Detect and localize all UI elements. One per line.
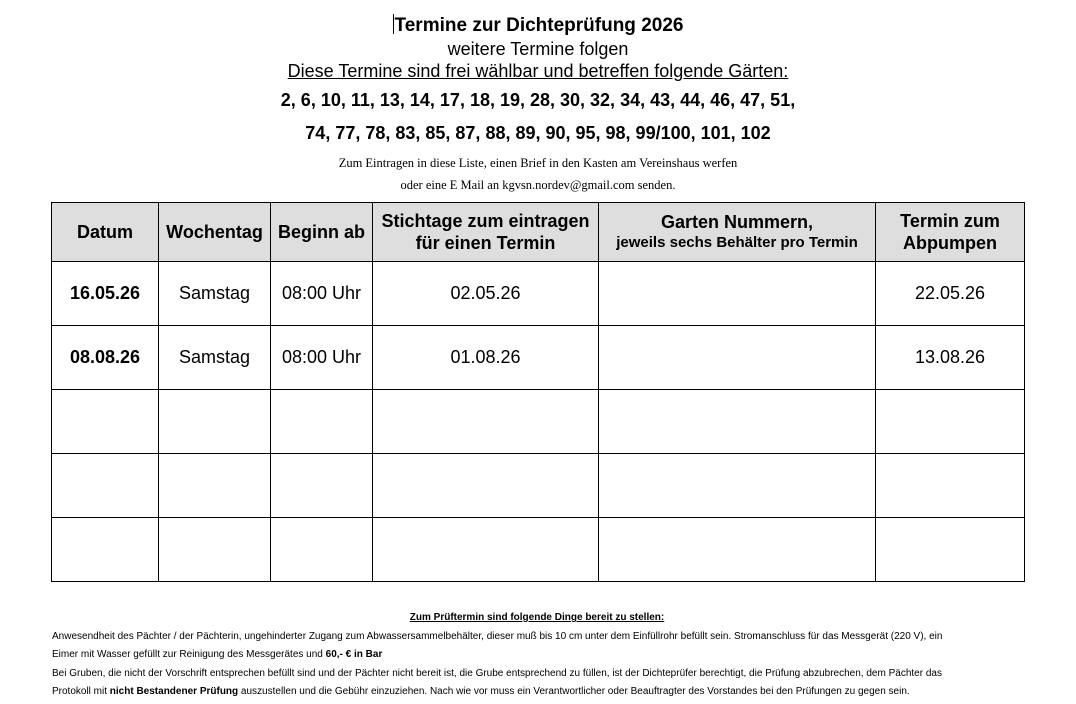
table-header-row xyxy=(52,203,1025,262)
cell-datum: 08.08.26 xyxy=(52,326,159,390)
footer-line-2-text: Eimer mit Wasser gefüllt zur Reinigung des Messgerätes und xyxy=(52,649,326,661)
header-datum: Datum xyxy=(52,203,159,262)
header-abpumpen-line-2: Abpumpen xyxy=(903,233,997,253)
instructions-line-1: Zum Eintragen in diese Liste, einen Brief in den Kasten am Vereinshaus werfen xyxy=(338,156,738,170)
footer-line-4-post: auszustellen und die Gebühr einzuziehen. Nach wie vor muss ein Verantwortlicher oder Beauftragter des Vorstandes bei den Prüfungen zu gegen sein. xyxy=(238,686,910,698)
header-stichtage-line-2: für einen Termin xyxy=(415,233,556,253)
cell-datum xyxy=(52,454,159,518)
document-header xyxy=(0,14,1076,196)
table-row xyxy=(52,518,1025,582)
cell-garten xyxy=(599,454,876,518)
document-title-text: Termine zur Dichteprüfung 2026 xyxy=(394,15,684,36)
table-row xyxy=(52,454,1025,518)
schedule-table xyxy=(51,202,1025,582)
cell-beginn xyxy=(271,454,373,518)
cell-abpumpen xyxy=(876,454,1025,518)
header-beginn: Beginn ab xyxy=(271,203,373,262)
header-garten xyxy=(599,203,876,262)
free-choice-line: Diese Termine sind frei wählbar und betreffen folgende Gärten: xyxy=(287,61,789,81)
document-title xyxy=(0,14,1076,38)
text-cursor xyxy=(393,14,394,34)
cell-stichtag xyxy=(373,454,599,518)
footer-line-3: Bei Gruben, die nicht der Vorschrift entsprechen befüllt sind und der Pächter nicht bereit ist, die Grube entsprechend zu füllen, ist der Dichteprüfer berechtigt, die Prüfung abzubrechen, dem Pächter das xyxy=(52,667,942,679)
table-row xyxy=(52,390,1025,454)
cell-abpumpen: 13.08.26 xyxy=(876,326,1025,390)
cell-garten xyxy=(599,518,876,582)
cell-beginn: 08:00 Uhr xyxy=(271,326,373,390)
cell-abpumpen xyxy=(876,518,1025,582)
cell-wochentag: Samstag xyxy=(159,262,271,326)
cell-beginn: 08:00 Uhr xyxy=(271,262,373,326)
cell-garten xyxy=(599,262,876,326)
garden-numbers-line-1: 2, 6, 10, 11, 13, 14, 17, 18, 19, 28, 30, 32, 34, 43, 44, 46, 47, 51, xyxy=(280,90,796,110)
cell-wochentag xyxy=(159,390,271,454)
footer-line-4-pre: Protokoll mit xyxy=(52,686,110,698)
cell-wochentag xyxy=(159,454,271,518)
header-garten-line-2: jeweils sechs Behälter pro Termin xyxy=(616,234,858,251)
header-stichtage xyxy=(373,203,599,262)
footer-line-1: Anwesendheit des Pächter / der Pächterin, ungehinderter Zugang zum Abwassersammelbehälter, dieser muß bis 10 cm unter dem Einfüllrohr befüllt sein. Stromanschluss für das Messgerät (220 V), ein xyxy=(52,630,943,642)
cell-wochentag: Samstag xyxy=(159,326,271,390)
cell-datum xyxy=(52,390,159,454)
cell-stichtag xyxy=(373,390,599,454)
cell-stichtag: 02.05.26 xyxy=(373,262,599,326)
cell-wochentag xyxy=(159,518,271,582)
table-row xyxy=(52,262,1025,326)
footer-line-2 xyxy=(52,646,1052,665)
cell-garten xyxy=(599,326,876,390)
header-wochentag: Wochentag xyxy=(159,203,271,262)
instructions-line-2: oder eine E Mail an kgvsn.nordev@gmail.com senden. xyxy=(400,178,676,192)
footer-fee: 60,- € in Bar xyxy=(325,649,383,661)
document-subtitle: weitere Termine folgen xyxy=(447,39,629,59)
footer-failed-test: nicht Bestandener Prüfung xyxy=(109,686,239,698)
table-row xyxy=(52,326,1025,390)
cell-abpumpen: 22.05.26 xyxy=(876,262,1025,326)
cell-datum: 16.05.26 xyxy=(52,262,159,326)
footer-heading: Zum Prüftermin sind folgende Dinge bereit zu stellen: xyxy=(409,612,665,623)
cell-abpumpen xyxy=(876,390,1025,454)
cell-beginn xyxy=(271,390,373,454)
header-abpumpen-line-1: Termin zum xyxy=(900,211,1000,231)
footer-line-4 xyxy=(52,683,1052,702)
requirements-footer xyxy=(52,609,1052,702)
cell-datum xyxy=(52,518,159,582)
header-stichtage-line-1: Stichtage zum eintragen xyxy=(381,211,590,231)
cell-beginn xyxy=(271,518,373,582)
garden-numbers-line-2: 74, 77, 78, 83, 85, 87, 88, 89, 90, 95, 98, 99/100, 101, 102 xyxy=(305,123,771,143)
header-abpumpen xyxy=(876,203,1025,262)
header-garten-line-1: Garten Nummern, xyxy=(660,212,814,232)
cell-stichtag: 01.08.26 xyxy=(373,326,599,390)
cell-garten xyxy=(599,390,876,454)
cell-stichtag xyxy=(373,518,599,582)
